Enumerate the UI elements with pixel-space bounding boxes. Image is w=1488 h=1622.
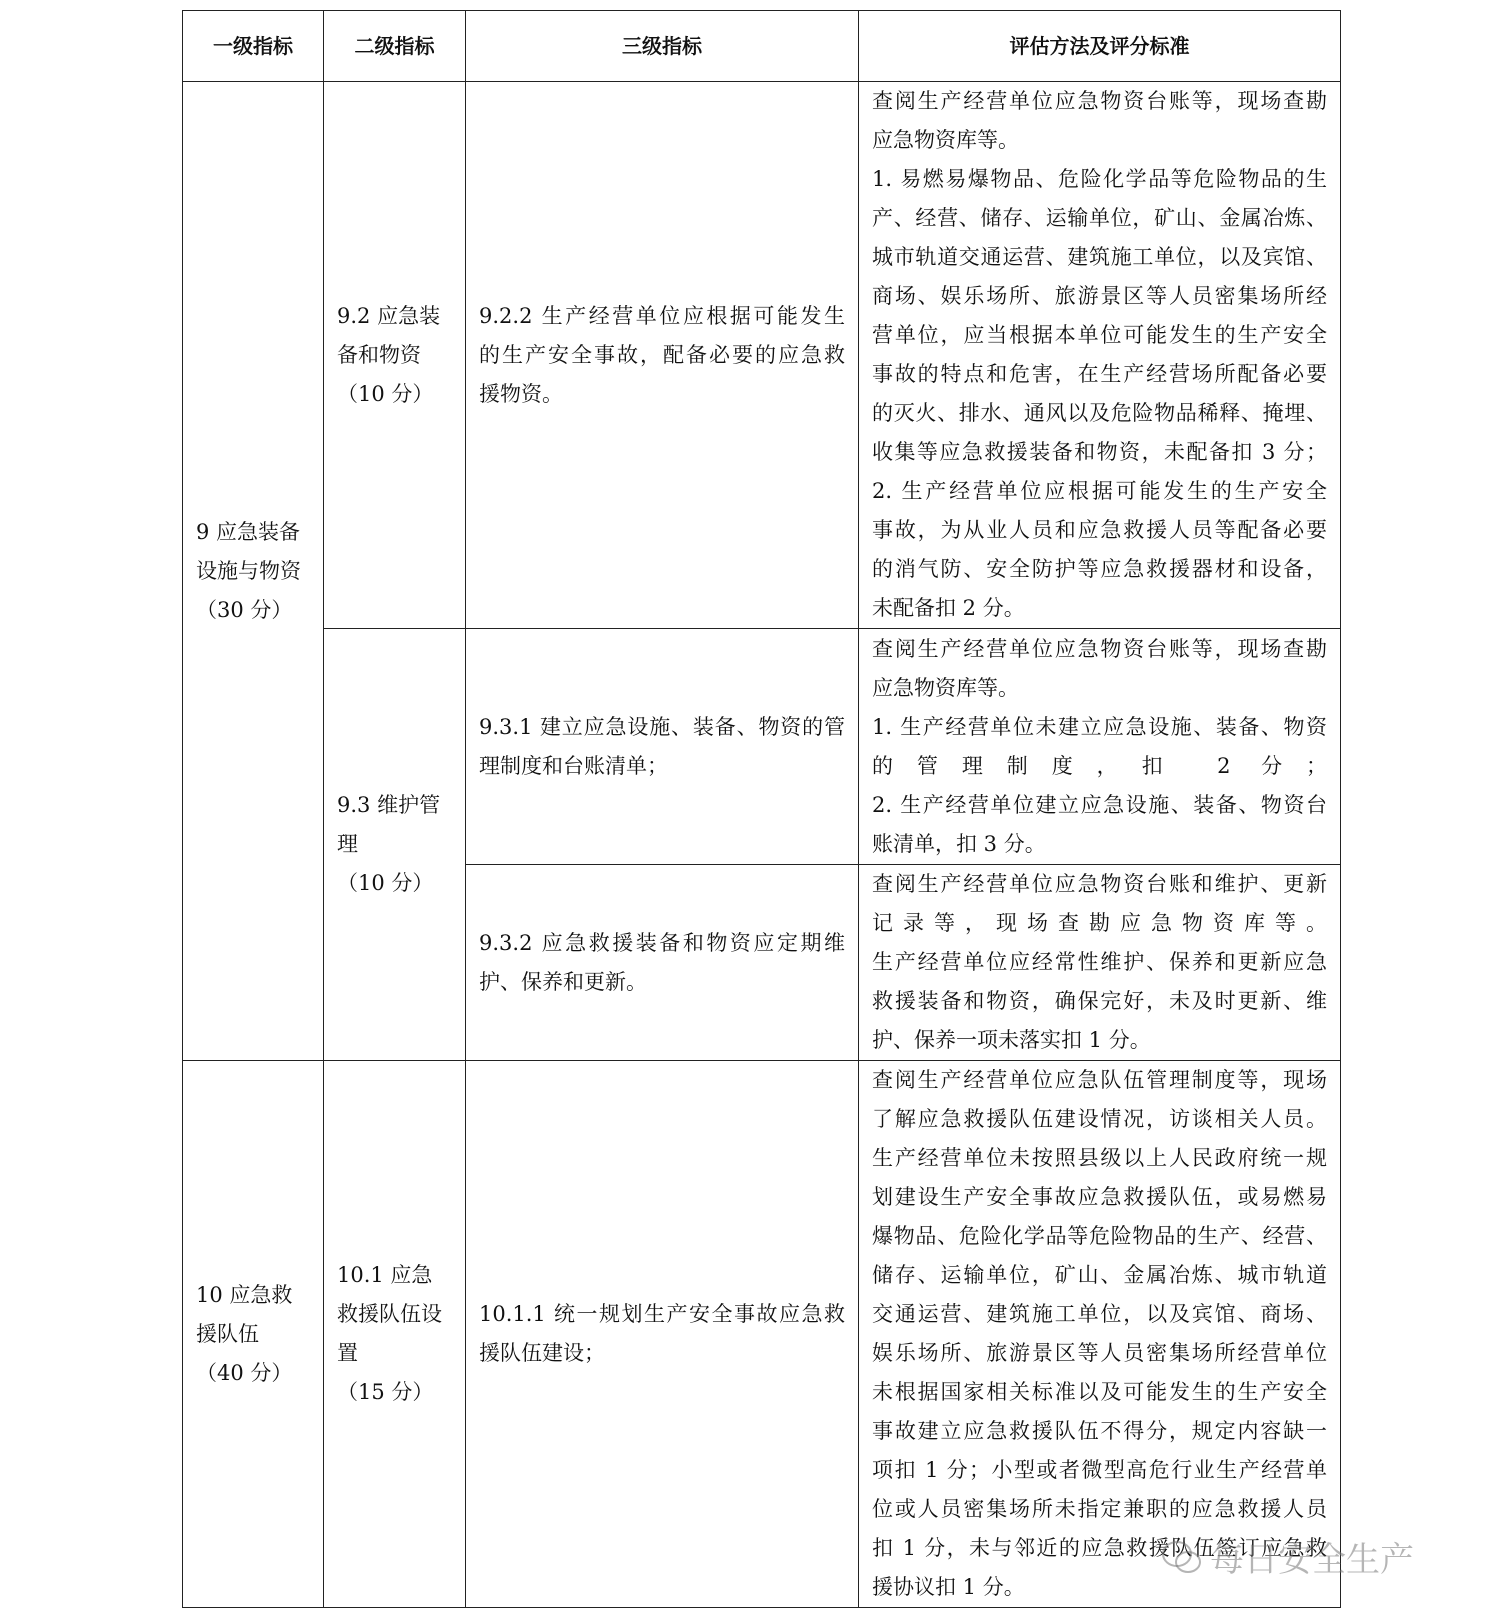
level3-cell [466, 82, 859, 629]
level3-cell [466, 1061, 859, 1608]
cell-line: 事故的特点和危害，在生产经营场所配备必要 [872, 362, 1327, 386]
cell-line: 未配备扣 2 分。 [872, 596, 1025, 620]
cell-line: 商场、娱乐场所、旅游景区等人员密集场所经 [872, 284, 1327, 308]
table-row [183, 1061, 1341, 1608]
evaluation-table [182, 10, 1341, 1608]
cell-line: 未根据国家相关标准以及可能发生的生产安全 [872, 1380, 1327, 1404]
cell-line: 位或人员密集场所未指定兼职的应急救援人员 [872, 1497, 1327, 1521]
cell-line: 记录等，现场查勘应急物资库等。 [872, 911, 1327, 935]
cell-line: 援队伍 [196, 1321, 259, 1346]
cell-line: 的生产安全事故，配备必要的应急救 [479, 342, 845, 367]
header-level1: 一级指标 [183, 11, 324, 82]
cell-line: 援协议扣 1 分。 [872, 1575, 1025, 1599]
cell-line: 城市轨道交通运营、建筑施工单位，以及宾馆、 [872, 245, 1327, 269]
cell-line: （40 分） [196, 1360, 293, 1385]
cell-line: 项扣 1 分；小型或者微型高危行业生产经营单 [872, 1458, 1327, 1482]
cell-line: 9 应急装备 [196, 519, 301, 544]
cell-line: 划建设生产安全事故应急救援队伍，或易燃易 [872, 1185, 1327, 1209]
cell-line: 10.1.1 统一规划生产安全事故应急救 [479, 1302, 845, 1326]
wechat-icon [1160, 1537, 1204, 1577]
cell-line: 9.3 维护管 [337, 793, 441, 817]
cell-line: 设施与物资 [196, 558, 301, 583]
cell-line: 备和物资 [337, 342, 421, 367]
cell-line: 的灭火、排水、通风以及危险物品稀释、掩埋、 [872, 401, 1327, 425]
cell-line: 1. 生产经营单位未建立应急设施、装备、物资 [872, 714, 1327, 739]
cell-line: 2. 生产经营单位应根据可能发生的生产安全 [872, 479, 1327, 503]
cell-line: 生产经营单位应经常性维护、保养和更新应急 [872, 950, 1327, 974]
cell-line: 援队伍建设； [479, 1341, 605, 1365]
level2-cell [324, 1061, 466, 1608]
header-level2: 二级指标 [324, 11, 466, 82]
method-cell [859, 865, 1341, 1061]
table-row [183, 629, 1341, 865]
cell-line: （10 分） [337, 871, 434, 895]
cell-line: 查阅生产经营单位应急物资台账等，现场查勘 [872, 636, 1327, 661]
level1-cell [183, 1061, 324, 1608]
cell-line: 查阅生产经营单位应急物资台账和维护、更新 [872, 872, 1327, 896]
cell-line: 9.2 应急装 [337, 303, 441, 328]
cell-line: 2. 生产经营单位建立应急设施、装备、物资台 [872, 792, 1327, 817]
cell-line: 了解应急救援队伍建设情况，访谈相关人员。 [872, 1107, 1327, 1131]
cell-line: 事故建立应急救援队伍不得分，规定内容缺一 [872, 1419, 1327, 1443]
cell-line: 应急物资库等。 [872, 675, 1019, 700]
cell-line: 救援装备和物资，确保完好，未及时更新、维 [872, 989, 1327, 1013]
cell-line: 账清单，扣 3 分。 [872, 831, 1046, 856]
cell-line: 救援队伍设 [337, 1302, 442, 1326]
level2-cell [324, 629, 466, 1061]
cell-line: 置 [337, 1341, 358, 1365]
cell-line: 收集等应急救援装备和物资，未配备扣 3 分； [872, 440, 1327, 464]
cell-line: 营单位，应当根据本单位可能发生的生产安全 [872, 323, 1327, 347]
cell-line: 娱乐场所、旅游景区等人员密集场所经营单位 [872, 1341, 1327, 1365]
cell-line: （30 分） [196, 597, 293, 622]
cell-line: 的管理制度，扣 2 分； [872, 753, 1327, 778]
cell-line: 生产经营单位未按照县级以上人民政府统一规 [872, 1146, 1327, 1170]
header-level3: 三级指标 [466, 11, 859, 82]
cell-line: （10 分） [337, 381, 434, 406]
method-cell [859, 629, 1341, 865]
header-row [183, 11, 1341, 82]
cell-line: 的消气防、安全防护等应急救援器材和设备， [872, 557, 1327, 581]
cell-line: 理 [337, 832, 358, 856]
header-method: 评估方法及评分标准 [859, 11, 1341, 82]
cell-line: 护、保养一项未落实扣 1 分。 [872, 1028, 1151, 1052]
cell-line: 爆物品、危险化学品等危险物品的生产、经营、 [872, 1224, 1327, 1248]
cell-line: 事故，为从业人员和应急救援人员等配备必要 [872, 518, 1327, 542]
watermark [1160, 1532, 1414, 1581]
level3-cell [466, 865, 859, 1061]
cell-line: 查阅生产经营单位应急队伍管理制度等，现场 [872, 1068, 1327, 1092]
cell-line: 10.1 应急 [337, 1263, 433, 1287]
cell-line: 储存、运输单位，矿山、金属冶炼、城市轨道 [872, 1263, 1327, 1287]
cell-line: 理制度和台账清单； [479, 753, 668, 778]
cell-line: 产、经营、储存、运输单位，矿山、金属冶炼、 [872, 206, 1327, 230]
cell-line: 援物资。 [479, 381, 563, 406]
cell-line: 1. 易燃易爆物品、危险化学品等危险物品的生 [872, 167, 1327, 191]
method-cell [859, 82, 1341, 629]
cell-line: 9.2.2 生产经营单位应根据可能发生 [479, 303, 845, 328]
cell-line: 10 应急救 [196, 1282, 293, 1307]
level1-cell [183, 82, 324, 1061]
cell-line: 9.3.2 应急救援装备和物资应定期维 [479, 930, 845, 955]
cell-line: （15 分） [337, 1380, 434, 1404]
cell-line: 护、保养和更新。 [479, 969, 647, 994]
cell-line: 扣 1 分，未与邻近的应急救援队伍签订应急救 [872, 1536, 1327, 1560]
cell-line: 9.3.1 建立应急设施、装备、物资的管 [479, 714, 845, 739]
cell-line: 查阅生产经营单位应急物资台账等，现场查勘 [872, 89, 1327, 113]
cell-line: 应急物资库等。 [872, 128, 1019, 152]
watermark-text: 每日安全生产 [1210, 1540, 1414, 1580]
cell-line: 交通运营、建筑施工单位，以及宾馆、商场、 [872, 1302, 1327, 1326]
level2-cell [324, 82, 466, 629]
level3-cell [466, 629, 859, 865]
table-row [183, 82, 1341, 629]
method-cell [859, 1061, 1341, 1608]
